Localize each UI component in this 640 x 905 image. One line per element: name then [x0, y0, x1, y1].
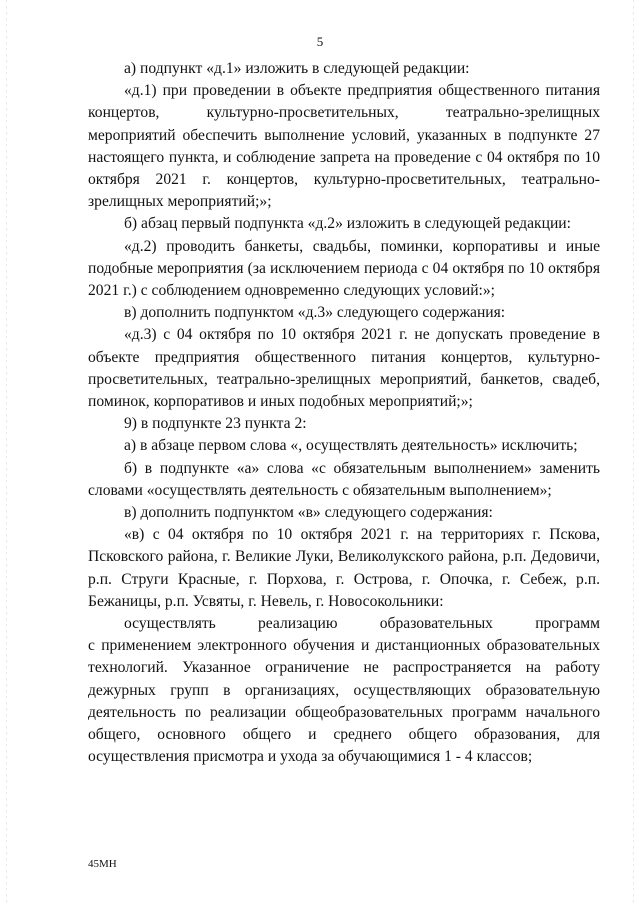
page-number: 5 — [316, 34, 324, 49]
paragraph-d2-text: «д.2) проводить банкеты, свадьбы, поминки, корпоративы и иные подобные мероприятия (за исключением периода с 04 октября по 10 октября 2021 г.) с соблюдением одновременно следующих условий:»; — [88, 237, 600, 300]
paragraph-item-9: 9) в подпункте 23 пункта 2: — [124, 415, 307, 433]
paragraph-item-9-v: в) дополнить подпунктом «в» следующего содержания: — [124, 504, 493, 522]
document-body — [88, 58, 600, 769]
paragraph-subitem-v-d3: в) дополнить подпунктом «д.3» следующего содержания: — [124, 304, 506, 322]
document-code: 45МН — [88, 858, 117, 870]
right-edge-scan-mark — [633, 0, 634, 905]
paragraph-item-9-b: б) в подпункте «а» слова «с обязательным выполнением» заменить словами «осуществлять деятельность с обязательным выполнением»; — [88, 459, 600, 499]
left-edge-scan-mark — [6, 0, 7, 905]
paragraph-d3-text: «д.3) с 04 октября по 10 октября 2021 г. не допускать проведение в объекте предприятия общественного питания концертов, культурно-просветительных, театрально-зрелищных мероприятий, банкетов, свадеб, поминок, корпоративов и иных подобных мероприятий;»; — [88, 326, 600, 411]
paragraph-final-first-line: осуществлять реализацию образовательных программ — [124, 615, 600, 633]
paragraph-item-9-a: а) в абзаце первом слова «, осуществлять деятельность» исключить; — [124, 437, 578, 455]
paragraph-subitem-a-d1: а) подпункт «д.1» изложить в следующей редакции: — [124, 60, 470, 77]
paragraph-d1-text: «д.1) при проведении в объекте предприятия общественного питания концертов, культурно-просветительных, театрально-зрелищных мероприятий обеспечить выполнение условий, указанных в подпункте 27 настоящего пункта, и соблюдение запрета на проведение с 04 октября по 10 октября 2021 г. концертов, культурно-просветительных, театрально-зрелищных мероприятий;»; — [88, 82, 600, 211]
paragraph-subitem-b-d2: б) абзац первый подпункта «д.2» изложить в следующей редакции: — [124, 215, 571, 233]
paragraph-final-rest: с применением электронного обучения и дистанционных образовательных технологий. Указанное ограничение не распространяется на работу дежурных групп в организациях, осуществляющих образовательную деятельность по реализации общеобразовательных программ начального общего, основного общего и среднего общего образования, для осуществления присмотра и ухода за обучающимися 1 - 4 классов; — [88, 637, 600, 766]
paragraph-v-territories: «в) с 04 октября по 10 октября 2021 г. на территориях г. Пскова, Псковского района, г. Великие Луки, Великолукского района, р.п. Дедовичи, р.п. Струги Красные, г. Порхова, г. Острова, г. Опочка, г. Себеж, р.п. Бежаницы, р.п. Усвяты, г. Невель, г. Новосокольники: — [88, 526, 600, 610]
